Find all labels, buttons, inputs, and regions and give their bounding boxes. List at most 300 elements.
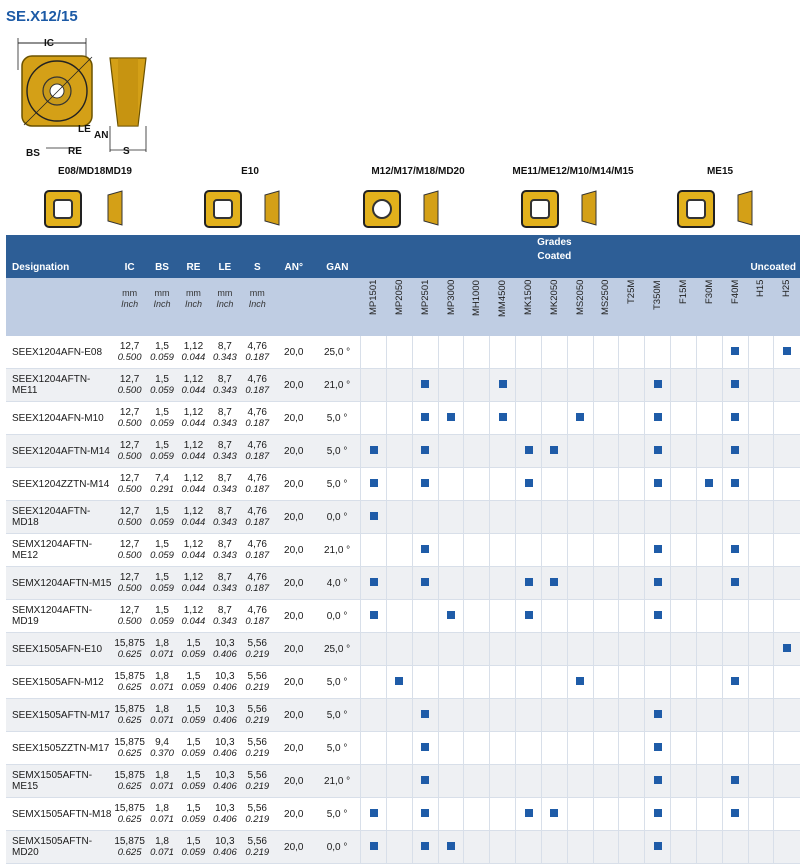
gan-cell: 5,0 ° [314, 468, 361, 501]
bs-mm-value: 7,4 [155, 473, 169, 484]
grade-cell [361, 567, 387, 600]
grade-cell [671, 468, 697, 501]
re-inch-value: 0.044 [181, 451, 206, 462]
grade-cell [593, 501, 619, 534]
grade-cell [671, 699, 697, 732]
ic-cell [113, 732, 145, 765]
an-cell: 20,0 [273, 534, 314, 567]
unit-mm: mm [154, 288, 170, 298]
grade-cell [541, 567, 567, 600]
s-cell [241, 336, 273, 369]
le-inch-value: 0.406 [212, 682, 237, 693]
re-cell [178, 798, 208, 831]
an-cell: 20,0 [273, 567, 314, 600]
ic-inch-value: 0.625 [117, 814, 142, 825]
grade-cell [541, 435, 567, 468]
grade-cell [464, 798, 490, 831]
grade-cell [645, 633, 671, 666]
s-mm-value: 5,56 [247, 671, 267, 682]
availability-marker-icon [731, 776, 739, 784]
an-cell: 20,0 [273, 501, 314, 534]
units-row [6, 278, 800, 336]
grade-cell [541, 501, 567, 534]
re-cell [178, 633, 208, 666]
grade-cell [490, 732, 516, 765]
an-cell: 20,0 [273, 468, 314, 501]
availability-marker-icon [421, 710, 429, 718]
grade-cell [361, 435, 387, 468]
bs-cell [146, 699, 178, 732]
ic-cell [113, 501, 145, 534]
s-inch-value: 0.187 [245, 484, 270, 495]
grade-cell [619, 402, 645, 435]
grade-name: H15 [755, 280, 767, 298]
grade-cell [722, 765, 748, 798]
ic-cell [113, 567, 145, 600]
grade-cell [490, 369, 516, 402]
variant-label: ME11/ME12/M10/M14/M15 [512, 166, 634, 177]
s-cell [241, 732, 273, 765]
s-mm-value: 5,56 [247, 803, 267, 814]
ic-cell [113, 633, 145, 666]
col-an: AN° [273, 235, 314, 278]
grade-cell [464, 600, 490, 633]
gan-cell: 21,0 ° [314, 534, 361, 567]
grade-cell [438, 336, 464, 369]
re-inch-value: 0.059 [181, 715, 206, 726]
grade-cell [567, 567, 593, 600]
grade-cell [619, 699, 645, 732]
grade-header-cell [671, 278, 697, 336]
bs-cell [146, 501, 178, 534]
grade-cell [671, 633, 697, 666]
s-cell [241, 798, 273, 831]
availability-marker-icon [705, 479, 713, 487]
grade-cell [645, 369, 671, 402]
s-inch-value: 0.219 [245, 781, 270, 792]
grade-cell [671, 534, 697, 567]
grade-cell [619, 435, 645, 468]
s-cell [241, 567, 273, 600]
unit-inch: Inch [216, 299, 234, 309]
grade-cell [619, 567, 645, 600]
grade-cell [722, 633, 748, 666]
grade-cell [748, 600, 774, 633]
ic-inch-value: 0.500 [117, 517, 142, 528]
availability-marker-icon [421, 578, 429, 586]
re-inch-value: 0.044 [181, 583, 206, 594]
grade-cell [361, 633, 387, 666]
bs-cell [146, 468, 178, 501]
gan-cell: 5,0 ° [314, 699, 361, 732]
gan-cell: 25,0 ° [314, 633, 361, 666]
grade-cell [541, 468, 567, 501]
le-cell [209, 765, 241, 798]
grade-cell [386, 831, 412, 864]
grade-cell [516, 435, 542, 468]
s-inch-value: 0.187 [245, 550, 270, 561]
an-cell: 20,0 [273, 402, 314, 435]
ic-mm-value: 12,7 [119, 572, 140, 583]
availability-marker-icon [731, 380, 739, 388]
grade-cell [438, 567, 464, 600]
grade-cell [748, 435, 774, 468]
grade-cell [671, 798, 697, 831]
availability-marker-icon [654, 380, 662, 388]
an-cell: 20,0 [273, 699, 314, 732]
insert-dimension-diagram [8, 30, 158, 160]
re-mm-value: 1,5 [186, 803, 201, 814]
an-cell: 20,0 [273, 336, 314, 369]
unit-inch: Inch [121, 299, 139, 309]
ic-mm-value: 12,7 [119, 506, 140, 517]
bs-inch-value: 0.370 [150, 748, 174, 759]
units-cell [113, 278, 145, 336]
an-cell: 20,0 [273, 435, 314, 468]
grade-cell [438, 501, 464, 534]
gan-cell: 5,0 ° [314, 732, 361, 765]
variant-me15 [670, 166, 770, 234]
le-mm-value: 8,7 [217, 539, 232, 550]
an-cell: 20,0 [273, 369, 314, 402]
grade-cell [619, 501, 645, 534]
le-inch-value: 0.343 [212, 550, 237, 561]
grade-header-cell [567, 278, 593, 336]
coated-label: Coated [537, 251, 572, 262]
grade-cell [386, 468, 412, 501]
bs-mm-value: 1,8 [155, 638, 169, 649]
s-inch-value: 0.187 [245, 451, 270, 462]
s-cell [241, 369, 273, 402]
grade-cell [619, 831, 645, 864]
availability-marker-icon [421, 776, 429, 784]
grade-cell [490, 633, 516, 666]
availability-marker-icon [654, 842, 662, 850]
variant-label: E08/MD18MD19 [58, 166, 132, 177]
col-ic: IC [113, 235, 145, 278]
grade-cell [464, 534, 490, 567]
re-inch-value: 0.059 [181, 814, 206, 825]
re-mm-value: 1,12 [183, 407, 204, 418]
grade-cell [671, 501, 697, 534]
grade-cell [541, 402, 567, 435]
grade-cell [541, 336, 567, 369]
grade-cell [696, 798, 722, 831]
le-cell [209, 798, 241, 831]
page-title: SE.X12/15 [6, 8, 78, 25]
grade-cell [696, 336, 722, 369]
grade-cell [774, 831, 800, 864]
le-cell [209, 567, 241, 600]
grade-cell [722, 336, 748, 369]
le-cell [209, 633, 241, 666]
le-cell [209, 699, 241, 732]
grade-cell [490, 831, 516, 864]
s-cell [241, 501, 273, 534]
s-mm-value: 5,56 [247, 704, 267, 715]
le-cell [209, 369, 241, 402]
bs-cell [146, 765, 178, 798]
gan-cell: 0,0 ° [314, 831, 361, 864]
an-cell: 20,0 [273, 666, 314, 699]
grade-cell [541, 534, 567, 567]
designation-cell: SEEX1204ZZTN-M14 [6, 468, 113, 501]
gan-cell: 21,0 ° [314, 765, 361, 798]
availability-marker-icon [370, 578, 378, 586]
variant-label: ME15 [706, 166, 734, 177]
ic-inch-value: 0.625 [117, 682, 142, 693]
grade-cell [386, 633, 412, 666]
availability-marker-icon [654, 578, 662, 586]
ic-cell [113, 534, 145, 567]
unit-mm: mm [185, 288, 201, 298]
designation-cell: SEMX1204AFTN-MD19 [6, 600, 113, 633]
grade-header-cell [438, 278, 464, 336]
grade-cell [671, 435, 697, 468]
grade-cell [412, 435, 438, 468]
grade-cell [748, 765, 774, 798]
table-row [6, 369, 800, 402]
grade-cell [774, 468, 800, 501]
s-inch-value: 0.219 [245, 814, 270, 825]
table-row [6, 633, 800, 666]
table-row [6, 699, 800, 732]
table-row [6, 402, 800, 435]
grade-cell [593, 699, 619, 732]
grade-cell [722, 666, 748, 699]
ic-mm-value: 15,875 [114, 836, 145, 847]
grade-cell [645, 468, 671, 501]
grade-cell [464, 435, 490, 468]
availability-marker-icon [370, 512, 378, 520]
variant-label: E10 [241, 166, 259, 177]
grade-cell [490, 765, 516, 798]
designation-cell: SEEX1204AFTN-ME11 [6, 369, 113, 402]
s-mm-value: 4,76 [247, 341, 267, 352]
re-cell [178, 369, 208, 402]
grade-cell [541, 699, 567, 732]
grade-cell [774, 435, 800, 468]
re-inch-value: 0.059 [181, 682, 206, 693]
s-mm-value: 5,56 [247, 638, 267, 649]
grade-cell [438, 699, 464, 732]
grade-cell [722, 732, 748, 765]
s-inch-value: 0.187 [245, 583, 270, 594]
re-mm-value: 1,5 [186, 671, 201, 682]
s-diagram-label: S [123, 146, 130, 157]
grade-cell [412, 369, 438, 402]
le-mm-value: 8,7 [217, 440, 232, 451]
ic-cell [113, 765, 145, 798]
grade-cell [722, 567, 748, 600]
grade-cell [567, 831, 593, 864]
ic-mm-value: 12,7 [119, 341, 140, 352]
grade-cell [464, 336, 490, 369]
le-cell [209, 501, 241, 534]
availability-marker-icon [421, 545, 429, 553]
s-cell [241, 402, 273, 435]
grade-cell [619, 798, 645, 831]
ic-mm-value: 12,7 [119, 374, 140, 385]
s-cell [241, 765, 273, 798]
le-inch-value: 0.343 [212, 616, 237, 627]
ic-inch-value: 0.500 [117, 616, 142, 627]
gan-cell: 4,0 ° [314, 567, 361, 600]
re-cell [178, 831, 208, 864]
grade-cell [619, 468, 645, 501]
grade-cell [541, 369, 567, 402]
grade-cell [412, 798, 438, 831]
bs-inch-value: 0.059 [150, 451, 174, 462]
availability-marker-icon [654, 776, 662, 784]
bs-mm-value: 1,5 [155, 440, 169, 451]
bs-cell [146, 534, 178, 567]
grade-cell [593, 336, 619, 369]
s-mm-value: 5,56 [247, 836, 267, 847]
grade-cell [645, 435, 671, 468]
availability-marker-icon [370, 809, 378, 817]
grade-cell [516, 831, 542, 864]
grade-cell [696, 600, 722, 633]
ic-mm-value: 15,875 [114, 638, 145, 649]
grade-cell [490, 600, 516, 633]
availability-marker-icon [731, 347, 739, 355]
grade-cell [516, 666, 542, 699]
grade-cell [671, 732, 697, 765]
s-cell [241, 435, 273, 468]
grade-cell [722, 369, 748, 402]
grade-cell [593, 567, 619, 600]
availability-marker-icon [395, 677, 403, 685]
grade-cell [490, 402, 516, 435]
availability-marker-icon [731, 677, 739, 685]
le-inch-value: 0.406 [212, 649, 237, 660]
an-cell: 20,0 [273, 798, 314, 831]
grade-cell [774, 369, 800, 402]
availability-marker-icon [731, 413, 739, 421]
ic-cell [113, 831, 145, 864]
grade-name: T350M [652, 280, 664, 310]
ic-cell [113, 699, 145, 732]
le-mm-value: 10,3 [215, 803, 235, 814]
grade-cell [748, 831, 774, 864]
le-inch-value: 0.406 [212, 748, 237, 759]
bs-cell [146, 633, 178, 666]
grade-cell [386, 600, 412, 633]
grade-cell [696, 633, 722, 666]
le-cell [209, 831, 241, 864]
bs-mm-value: 1,8 [155, 704, 169, 715]
re-inch-value: 0.044 [181, 385, 206, 396]
s-mm-value: 4,76 [247, 605, 267, 616]
gan-cell: 0,0 ° [314, 600, 361, 633]
grade-cell [748, 534, 774, 567]
ic-inch-value: 0.500 [117, 484, 142, 495]
grade-cell [567, 798, 593, 831]
grade-cell [412, 336, 438, 369]
grade-cell [490, 798, 516, 831]
ic-mm-value: 12,7 [119, 473, 140, 484]
re-mm-value: 1,5 [186, 836, 201, 847]
re-mm-value: 1,5 [186, 638, 201, 649]
le-mm-value: 8,7 [217, 374, 232, 385]
s-inch-value: 0.187 [245, 616, 270, 627]
grade-name: MP2050 [393, 280, 405, 316]
s-mm-value: 4,76 [247, 473, 267, 484]
grade-cell [464, 402, 490, 435]
s-inch-value: 0.219 [245, 847, 270, 858]
grade-cell [774, 798, 800, 831]
units-empty [273, 278, 314, 336]
le-inch-value: 0.343 [212, 451, 237, 462]
units-cell [178, 278, 208, 336]
grade-cell [722, 501, 748, 534]
le-inch-value: 0.343 [212, 517, 237, 528]
s-inch-value: 0.219 [245, 715, 270, 726]
grade-cell [361, 699, 387, 732]
designation-cell: SEMX1204AFTN-ME12 [6, 534, 113, 567]
ic-mm-value: 15,875 [114, 671, 145, 682]
units-cell [209, 278, 241, 336]
grade-cell [619, 633, 645, 666]
availability-marker-icon [370, 611, 378, 619]
col-le: LE [209, 235, 241, 278]
grade-cell [490, 699, 516, 732]
re-cell [178, 765, 208, 798]
table-row [6, 600, 800, 633]
le-inch-value: 0.343 [212, 418, 237, 429]
le-mm-value: 8,7 [217, 341, 232, 352]
availability-marker-icon [654, 611, 662, 619]
availability-marker-icon [421, 380, 429, 388]
grade-cell [516, 402, 542, 435]
ic-cell [113, 600, 145, 633]
grade-cell [490, 534, 516, 567]
ic-mm-value: 15,875 [114, 770, 145, 781]
le-cell [209, 732, 241, 765]
grade-cell [412, 501, 438, 534]
s-inch-value: 0.219 [245, 748, 270, 759]
designation-cell: SEMX1204AFTN-M15 [6, 567, 113, 600]
designation-cell: SEMX1505AFTN-M18 [6, 798, 113, 831]
re-mm-value: 1,12 [183, 341, 204, 352]
ic-inch-value: 0.500 [117, 418, 142, 429]
an-cell: 20,0 [273, 633, 314, 666]
re-mm-value: 1,5 [186, 704, 201, 715]
grade-cell [464, 468, 490, 501]
grade-cell [619, 666, 645, 699]
table-row [6, 831, 800, 864]
bs-inch-value: 0.059 [150, 418, 174, 429]
grade-cell [593, 402, 619, 435]
re-cell [178, 501, 208, 534]
grade-header-cell [774, 278, 800, 336]
availability-marker-icon [783, 644, 791, 652]
le-diagram-label: LE [78, 124, 91, 135]
gan-cell: 25,0 ° [314, 336, 361, 369]
insert-variants [0, 166, 805, 236]
grade-cell [412, 732, 438, 765]
ic-inch-value: 0.625 [117, 781, 142, 792]
s-cell [241, 666, 273, 699]
grade-cell [696, 435, 722, 468]
grade-cell [645, 501, 671, 534]
grade-cell [696, 369, 722, 402]
le-inch-value: 0.343 [212, 484, 237, 495]
grade-cell [645, 765, 671, 798]
grade-cell [361, 402, 387, 435]
bs-inch-value: 0.071 [150, 814, 174, 825]
